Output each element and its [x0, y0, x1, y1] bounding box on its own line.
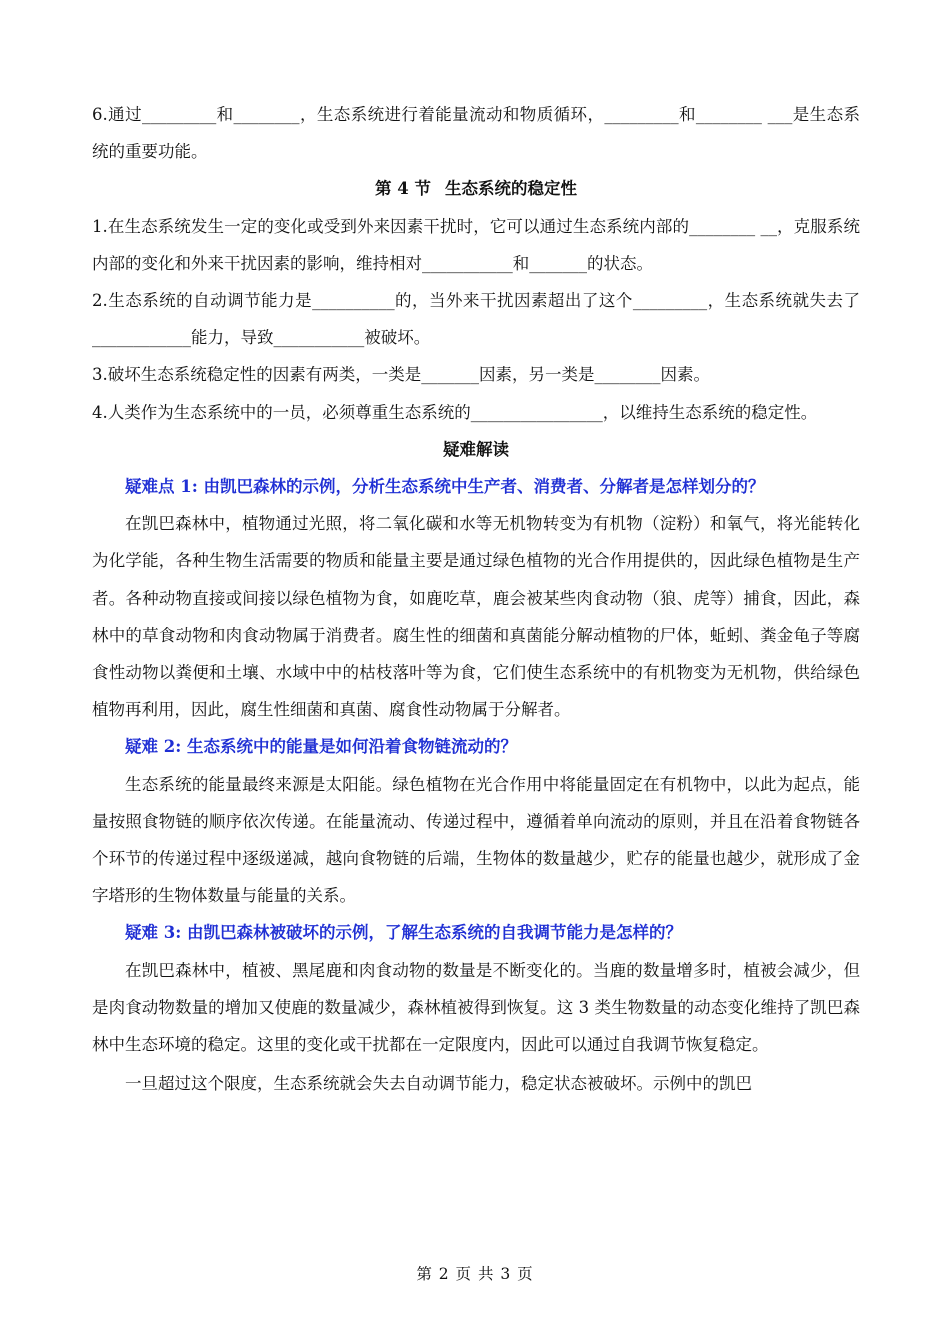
section-title: [92, 170, 860, 207]
section4-item-4: 4.人类作为生态系统中的一员，必须尊重生态系统的________________，以维持生态系统的稳定性。: [92, 402, 818, 422]
fill-in-item-6: 6.通过_________和________，生态系统进行着能量流动和物质循环，_________和________ ___是生态系统的重要功能。: [92, 105, 860, 162]
page-footer: 第 2 页 共 3 页: [416, 1265, 534, 1283]
section-name: 生态系统的稳定性: [444, 179, 577, 199]
answer-3: 在凯巴森林中，植被、黑尾鹿和肉食动物的数量是不断变化的。当鹿的数量增多时，植被会减少，但是肉食动物数量的增加又使鹿的数量减少，森林植被得到恢复。这 3 类生物数量的动态变化维持了凯巴森林中生态环境的稳定。这里的变化或干扰都在一定限度内，因此可以通过自我调节恢复稳定。: [92, 960, 860, 1055]
question-3: 疑难 3: 由凯巴森林被破坏的示例，了解生态系统的自我调节能力是怎样的？: [125, 923, 683, 943]
question-2: 疑难 2: 生态系统中的能量是如何沿着食物链流动的？: [125, 737, 518, 757]
section4-item-3: 3.破坏生态系统稳定性的因素有两类，一类是_______因素，另一类是________因素。: [92, 365, 710, 385]
yinan-heading: 疑难解读: [443, 439, 509, 459]
answer-3-continued: 一旦超过这个限度，生态系统就会失去自动调节能力，稳定状态被破坏。示例中的凯巴: [125, 1074, 752, 1094]
answer-2: 生态系统的能量最终来源是太阳能。绿色植物在光合作用中将能量固定在有机物中，以此为起点，能量按照食物链的顺序依次传递。在能量流动、传递过程中，遵循着单向流动的原则，并且在沿着食物链各个环节的传递过程中逐级递减，越向食物链的后端，生物体的数量越少，贮存的能量也越少，就形成了金字塔形的生物体数量与能量的关系。: [92, 774, 860, 906]
section-number: 第 4 节: [375, 179, 431, 199]
section4-item-1: 1.在生态系统发生一定的变化或受到外来因素干扰时，它可以通过生态系统内部的________ __，克服系统内部的变化和外来干扰因素的影响，维持相对___________和_______的状态。: [92, 216, 860, 273]
answer-1: 在凯巴森林中，植物通过光照，将二氧化碳和水等无机物转变为有机物（淀粉）和氧气，将光能转化为化学能，各种生物生活需要的物质和能量主要是通过绿色植物的光合作用提供的，因此绿色植物是生产者。各种动物直接或间接以绿色植物为食，如鹿吃草，鹿会被某些肉食动物（狼、虎等）捕食，因此，森林中的草食动物和肉食动物属于消费者。腐生性的细菌和真菌能分解动植物的尸体，蚯蚓、粪金龟子等腐食性动物以粪便和土壤、水域中中的枯枝落叶等为食，它们使生态系统中的有机物变为无机物，供给绿色植物再利用，因此，腐生性细菌和真菌、腐食性动物属于分解者。: [92, 514, 860, 720]
section4-item-2: 2.生态系统的自动调节能力是__________的，当外来干扰因素超出了这个_________，生态系统就失去了____________能力，导致___________被破坏。: [92, 291, 860, 348]
page-content: [92, 96, 860, 1102]
question-1: 疑难点 1: 由凯巴森林的示例，分析生态系统中生产者、消费者、分解者是怎样划分的？: [125, 477, 765, 497]
